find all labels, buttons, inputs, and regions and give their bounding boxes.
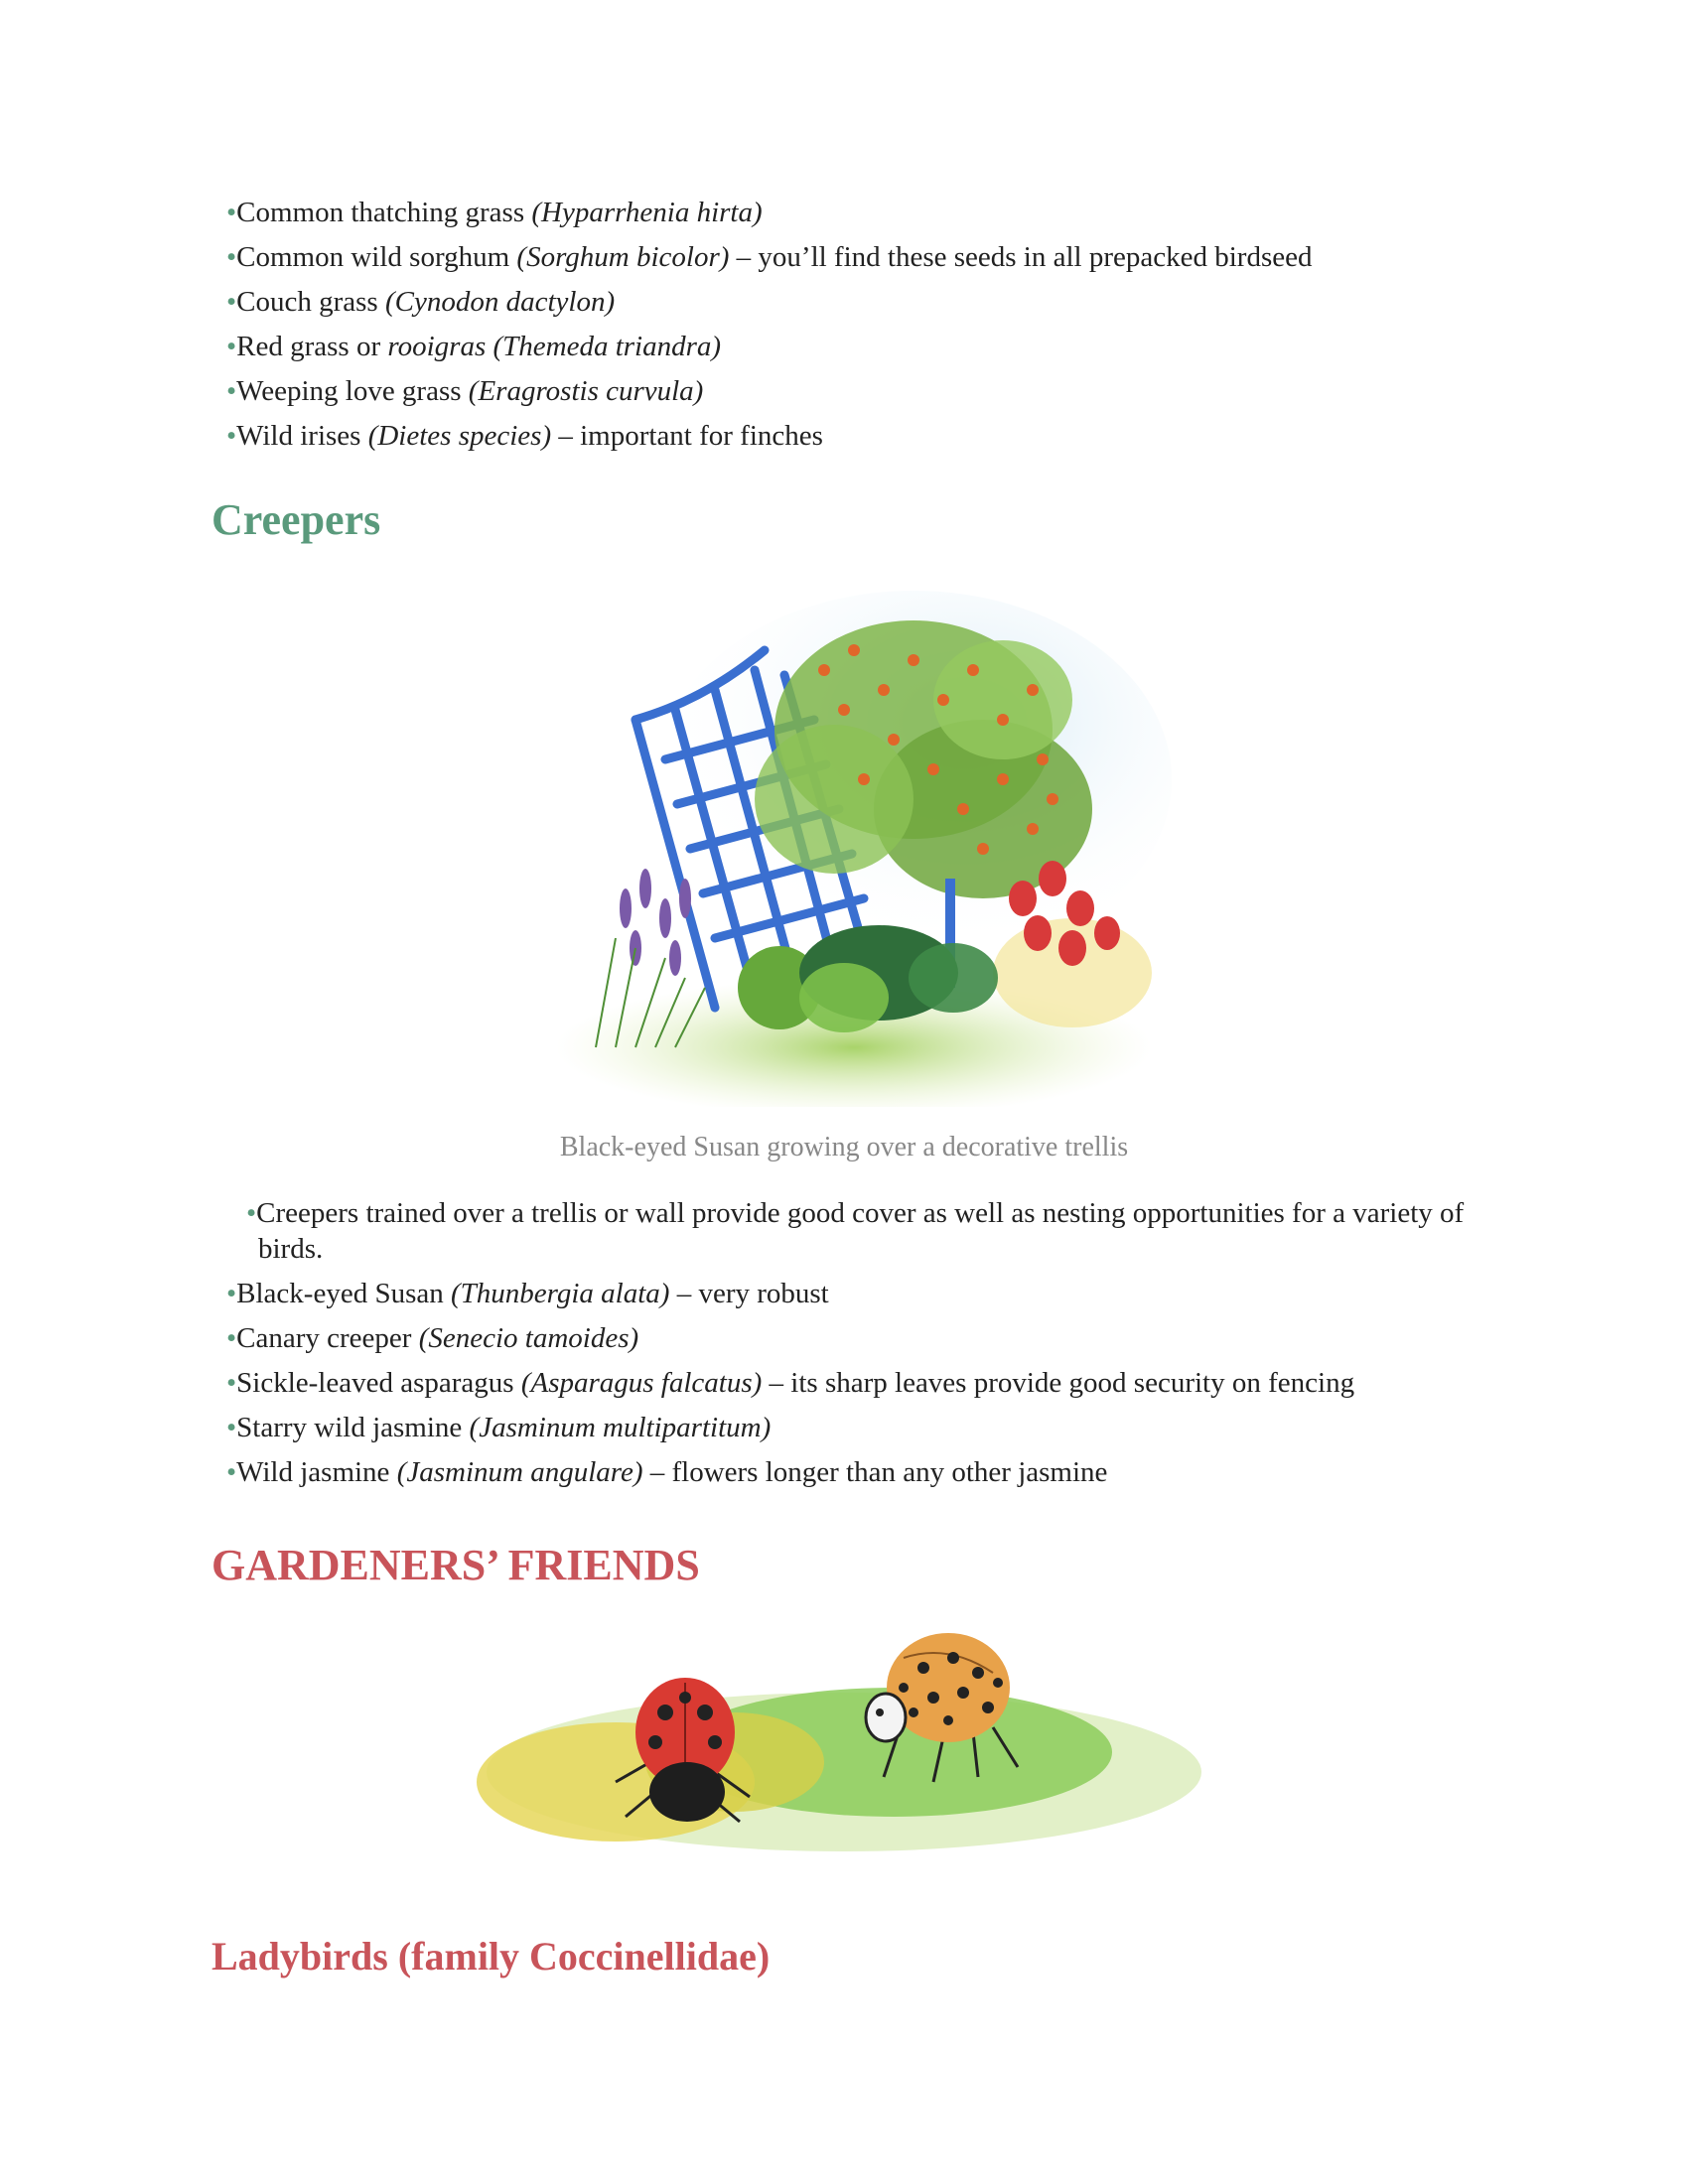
list-item: •Wild irises (Dietes species) – important for finches — [226, 420, 823, 452]
list-item: •Red grass or rooigras (Themeda triandra) — [226, 331, 722, 362]
bullet: • — [226, 241, 237, 273]
bullet: • — [226, 331, 237, 362]
bullet: • — [246, 1197, 257, 1229]
bullet: • — [226, 420, 237, 452]
section-heading-creepers: Creepers — [211, 495, 381, 544]
list-item: •Canary creeper (Senecio tamoides) — [226, 1322, 639, 1354]
trellis-illustration — [536, 581, 1172, 1107]
bullet: • — [226, 286, 237, 318]
bullet: • — [226, 1367, 237, 1399]
list-item: •Creepers trained over a trellis or wall provide good cover as well as nesting opportunities for a variety of birds. — [246, 1197, 1465, 1265]
bullet: • — [226, 1412, 237, 1443]
list-item: •Wild jasmine (Jasminum angulare) – flowers longer than any other jasmine — [226, 1456, 1108, 1488]
list-item: •Common wild sorghum (Sorghum bicolor) – you’ll find these seeds in all prepacked birdseed — [226, 241, 1313, 273]
section-subheading-ladybirds: Ladybirds (family Coccinellidae) — [211, 1934, 771, 1979]
bullet: • — [226, 1456, 237, 1488]
bullet: • — [226, 1278, 237, 1309]
list-item: •Sickle-leaved asparagus (Asparagus falcatus) – its sharp leaves provide good security on fencing — [226, 1367, 1355, 1399]
list-item: •Weeping love grass (Eragrostis curvula) — [226, 375, 704, 407]
bullet: • — [226, 1322, 237, 1354]
list-item: •Black-eyed Susan (Thunbergia alata) – very robust — [226, 1278, 829, 1309]
creepers-list — [226, 1195, 1477, 1499]
ladybirds-illustration — [477, 1613, 1211, 1881]
image-caption: Black-eyed Susan growing over a decorative trellis — [559, 1132, 1129, 1162]
grass-list — [226, 195, 1477, 463]
bullet: • — [226, 197, 237, 228]
section-heading-gardeners-friends: GARDENERS’ FRIENDS — [211, 1541, 700, 1589]
list-item: •Couch grass (Cynodon dactylon) — [226, 286, 616, 318]
list-item: •Common thatching grass (Hyparrhenia hirta) — [226, 197, 763, 228]
list-item: •Starry wild jasmine (Jasminum multipartitum) — [226, 1412, 772, 1443]
bullet: • — [226, 375, 237, 407]
